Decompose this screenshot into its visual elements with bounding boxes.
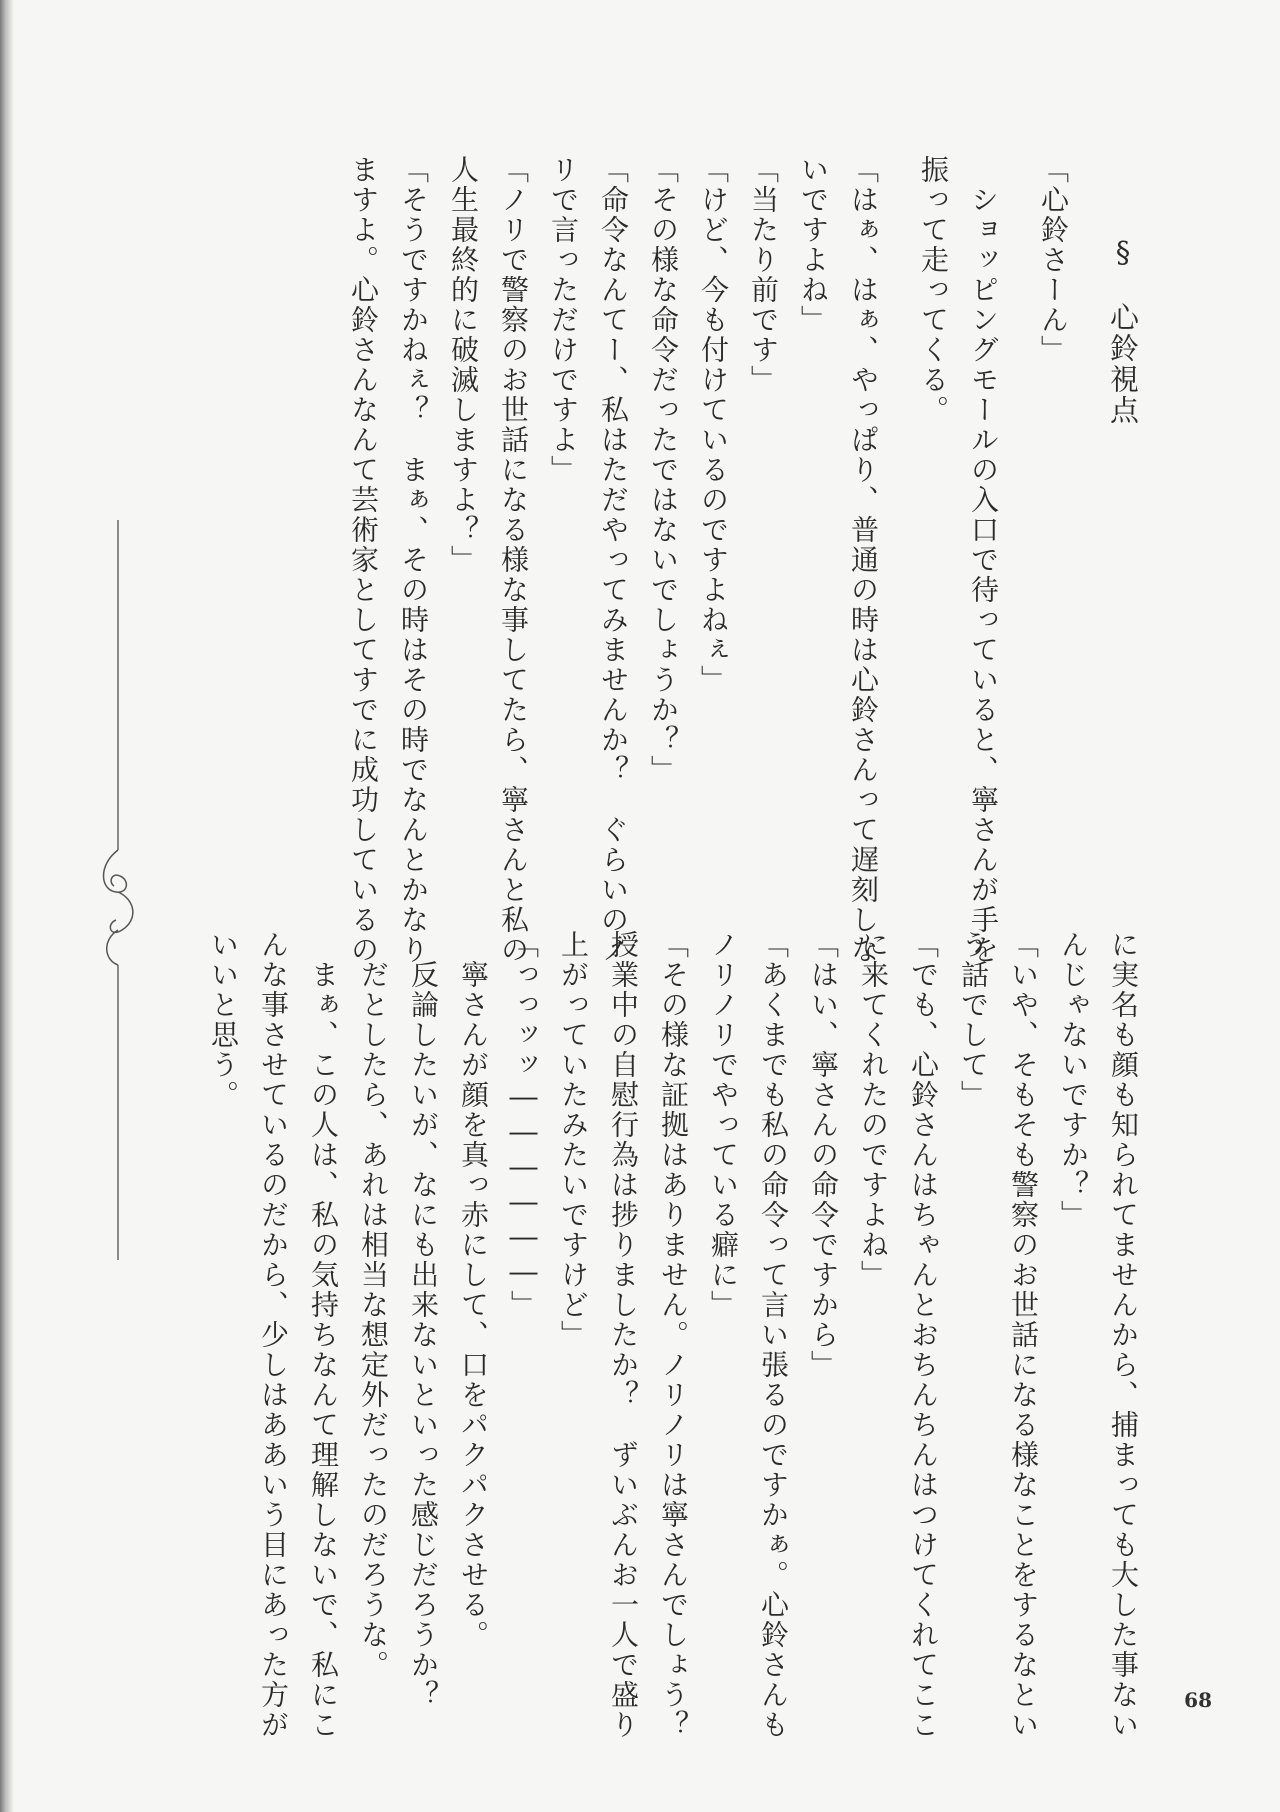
text-line: 「心鈴さーん」	[1037, 155, 1070, 365]
upper-text-block	[228, 155, 1148, 965]
text-line: 「その様な証拠はありません。ノリノリは寧さんでしょう？	[657, 930, 690, 1740]
text-line: んな事させているのだから、少しはああいう目にあった方が	[257, 930, 290, 1740]
page-edge-shadow	[0, 0, 14, 1812]
text-line: リで言っただけですよ」	[547, 155, 580, 485]
text-line: 授業中の自慰行為は捗りましたか？ ずいぶんお一人で盛り	[607, 930, 640, 1740]
text-line: まぁ、この人は、私の気持ちなんて理解しないで、私にこ	[307, 930, 340, 1740]
text-line: だとしたら、あれは相当な想定外だったのだろうな。	[357, 930, 390, 1680]
spacer	[888, 155, 908, 875]
spacer	[1008, 155, 1028, 875]
page-number: 68	[1184, 1688, 1212, 1712]
spacer	[1078, 155, 1098, 875]
text-line: 「でも、心鈴さんはちゃんとおちんちんはつけてくれてここ	[907, 930, 940, 1740]
text-line: に来てくれたのですよね」	[857, 930, 890, 1290]
ornamental-divider	[88, 520, 148, 1260]
text-line: 「その様な命令だったではないでしょうか？」	[647, 155, 680, 785]
text-line: 反論したいが、なにも出来ないといった感じだろうか？	[407, 930, 440, 1710]
lower-text-block	[207, 930, 1148, 1740]
text-line: 「当たり前です」	[747, 155, 780, 395]
text-line: いですよね」	[797, 155, 830, 335]
text-line: 「そうですかねぇ？ まぁ、その時はその時でなんとかなり	[397, 155, 430, 965]
text-line: に実名も顔も知られてませんから、捕まっても大した事ない	[1107, 930, 1140, 1740]
text-line: 「けど、今も付けているのですよねぇ」	[697, 155, 730, 695]
text-line: 振って走ってくる。	[917, 155, 950, 425]
section-heading: § 心鈴視点	[1106, 235, 1140, 426]
text-line: ノリノリでやっている癖に」	[707, 930, 740, 1320]
text-line: 「っっッッ――――――」	[507, 930, 540, 1320]
text-line: ますよ。心鈴さんなんて芸術家としてすでに成功しているの	[347, 155, 380, 965]
text-line: ショッピングモールの入口で待っていると、寧さんが手を	[967, 155, 1000, 965]
text-line: 「あくまでも私の命令って言い張るのですかぁ。心鈴さんも	[757, 930, 790, 1740]
text-line: 「いや、そもそも警察のお世話になる様なことをするなとい	[1007, 930, 1040, 1740]
text-line: 「命令なんてー、私はただやってみませんか？ ぐらいのノ	[597, 155, 630, 965]
text-line: んじゃないですか？」	[1057, 930, 1090, 1230]
text-line: 人生最終的に破滅しますよ？」	[447, 155, 480, 575]
text-line: いいと思う。	[207, 930, 240, 1110]
text-line: 「はぁ、はぁ、やっぱり、普通の時は心鈴さんって遅刻しな	[847, 155, 880, 965]
text-line: 上がっていたみたいですけど」	[557, 930, 590, 1350]
text-line: う話でして」	[957, 930, 990, 1110]
text-line: 「はい、寧さんの命令ですから」	[807, 930, 840, 1380]
text-line: 寧さんが顔を真っ赤にして、口をパクパクさせる。	[457, 930, 490, 1650]
text-line: 「ノリで警察のお世話になる様な事してたら、寧さんと私の	[497, 155, 530, 965]
